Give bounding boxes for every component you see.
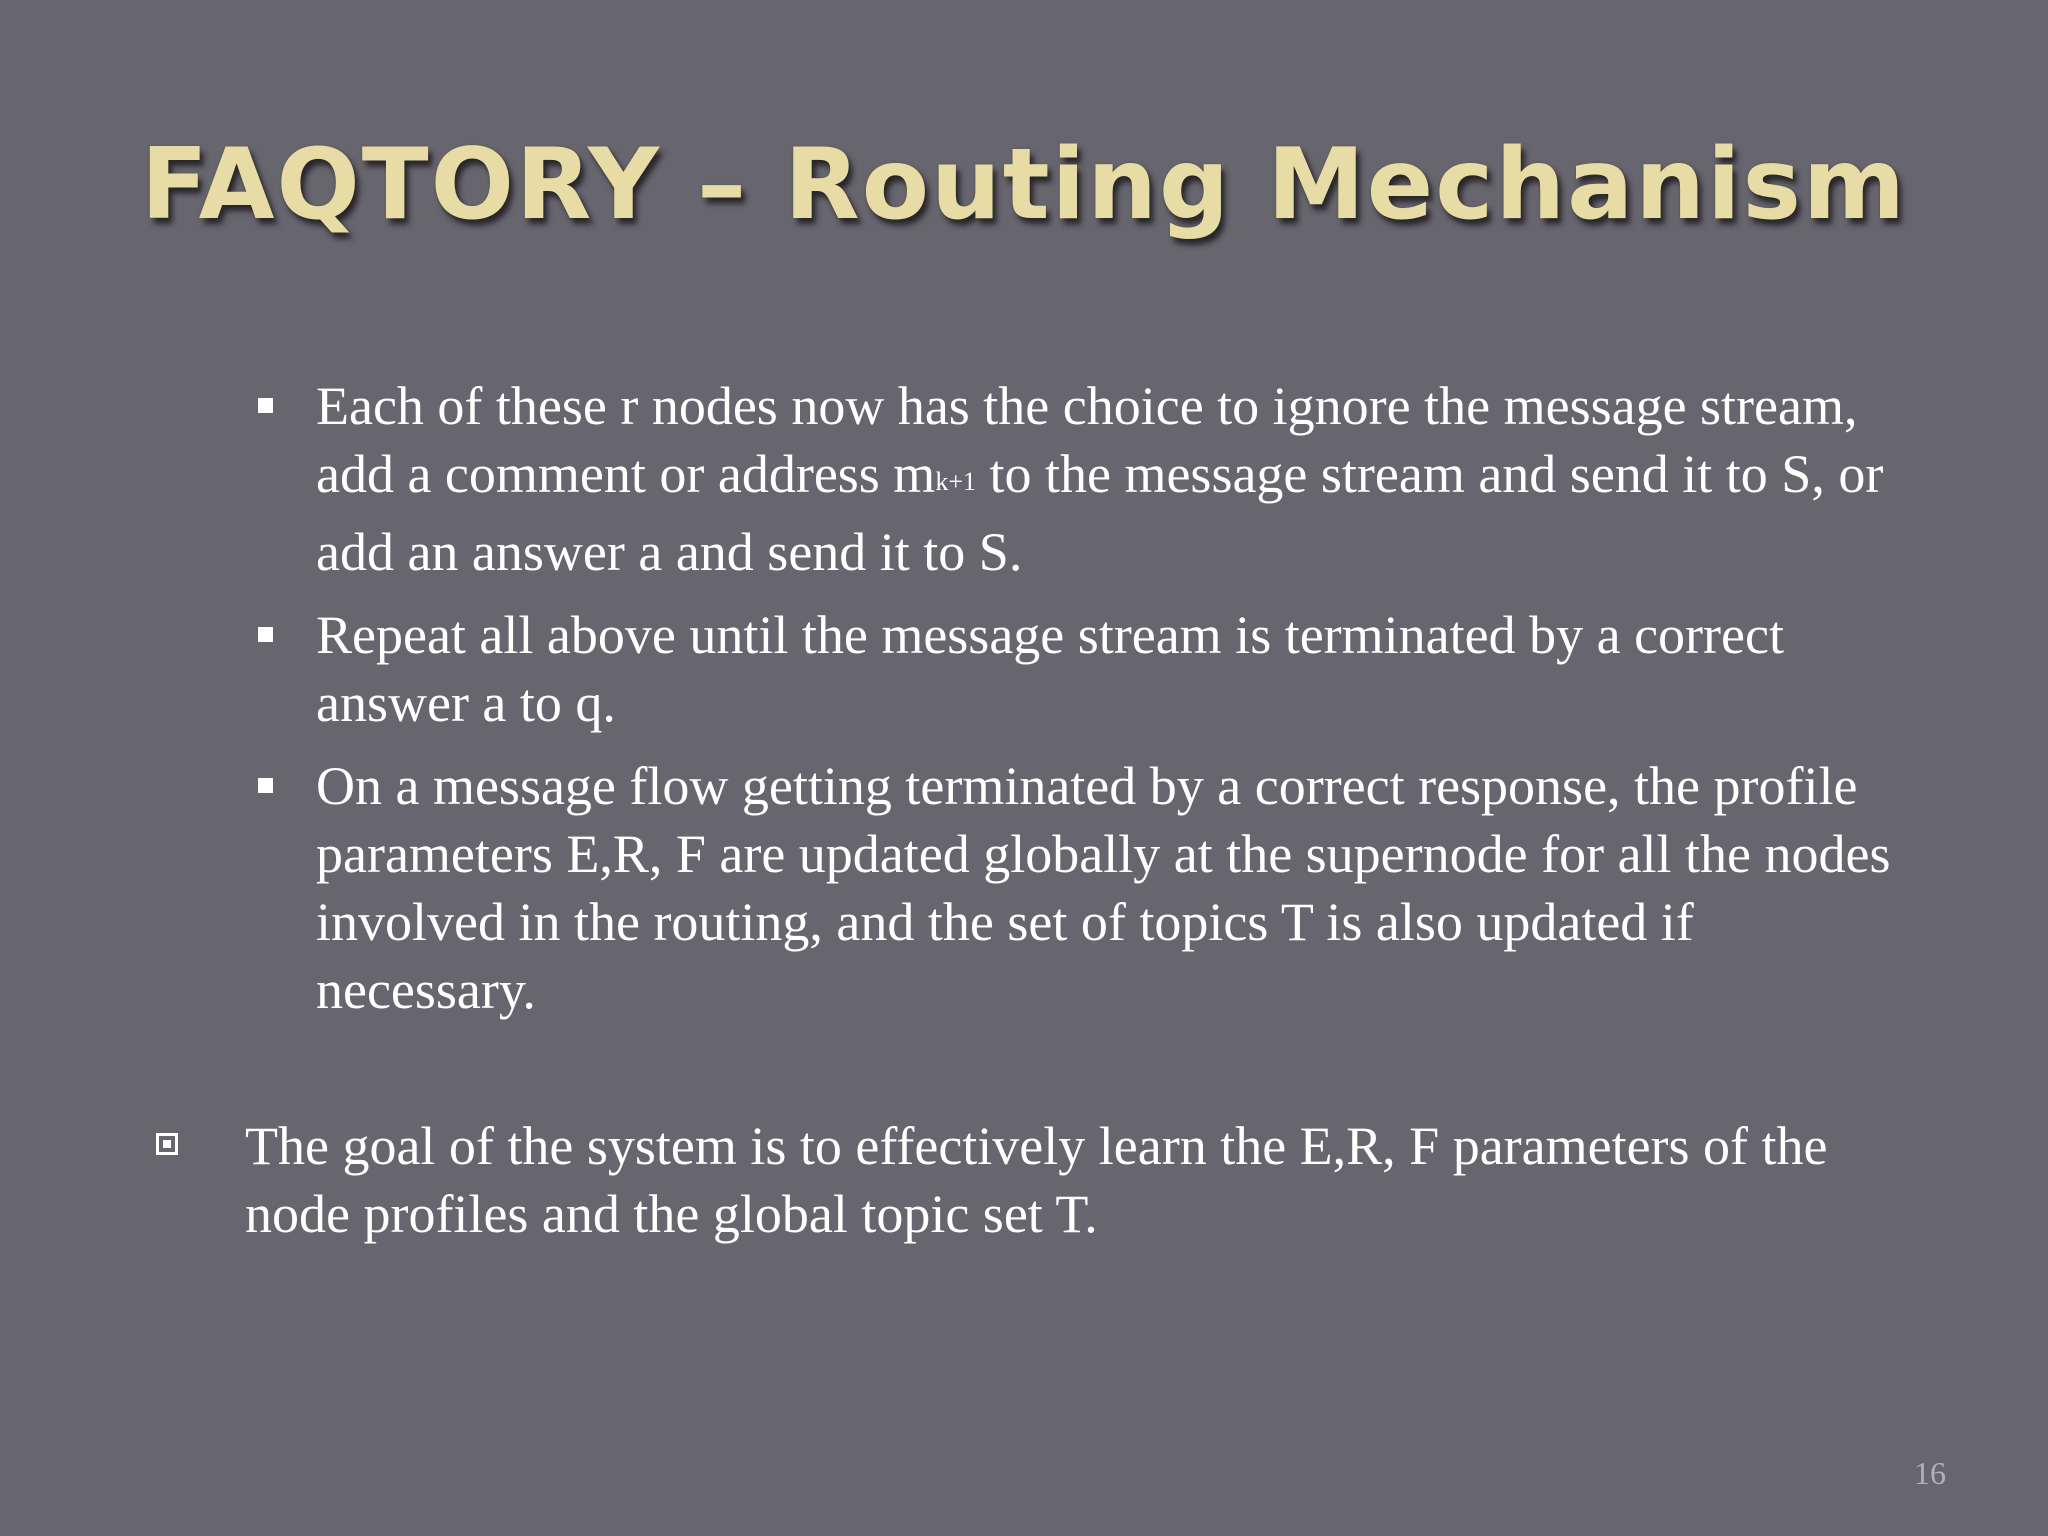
boxed-square-icon	[156, 1133, 178, 1155]
list-item-text: Repeat all above until the message stream is terminated by a correct answer a to q.	[316, 605, 1784, 733]
list-item-text: On a message flow getting terminated by a correct response, the profile parameters E,R, F are updated globally at the supernode for all the nodes involved in the routing, and the set of topics T is also updated if necessary.	[316, 756, 1891, 1020]
filled-square-icon	[258, 398, 273, 413]
subscript: k+1	[935, 467, 976, 496]
list-item	[0, 601, 1916, 737]
list-item-text-start: Each of these r nodes now has the choice to ignore the message stream, add a comment or address m	[316, 376, 1858, 504]
list-item	[0, 752, 1916, 1024]
page-number: 16	[1914, 1455, 1946, 1491]
filled-square-icon	[258, 778, 273, 793]
main-bullet-text: The goal of the system is to effectively learn the E,R, F parameters of the node profiles and the global topic set T.	[245, 1116, 1828, 1244]
sub-bullet-list	[0, 372, 2048, 1039]
list-item-text-end: to the message stream and send it to S, or add an answer a and send it to S.	[316, 444, 1884, 582]
list-item	[0, 372, 1916, 586]
list-item-text	[316, 376, 1883, 582]
filled-square-icon	[258, 627, 273, 642]
slide-title: FAQTORY – Routing Mechanism	[140, 128, 1908, 242]
